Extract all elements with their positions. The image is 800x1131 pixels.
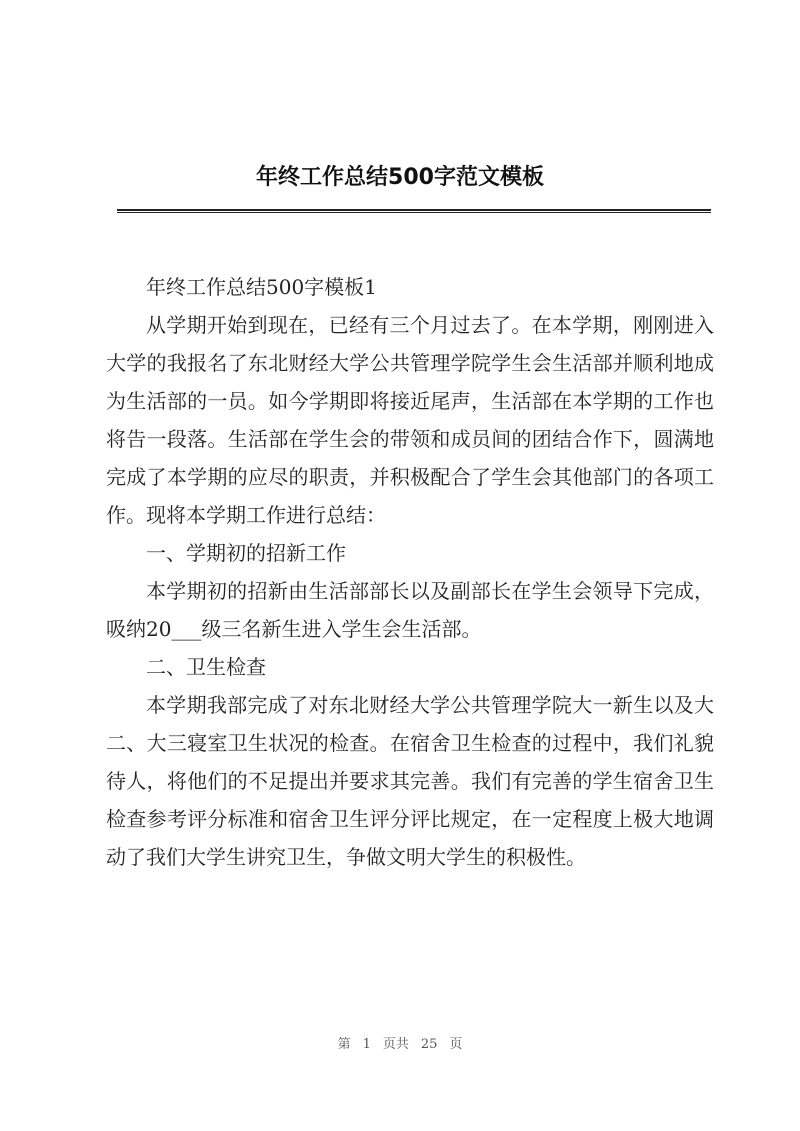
- footer-middle: 页共: [382, 1037, 409, 1052]
- body-paragraph-hygiene: 本学期我部完成了对东北财经大学公共管理学院大一新生以及大二、大三寝室卫生状况的检查。在宿舍卫生检查的过程中，我们礼貌待人，将他们的不足提出并要求其完善。我们有完善的学生宿舍卫生检查参考评分标准和宿舍卫生评分评比规定，在一定程度上极大地调动了我们大学生讲究卫生，争做文明大学生的积极性。: [106, 693, 714, 869]
- body-paragraph-recruitment: 本学期初的招新由生活部部长以及副部长在学生会领导下完成，吸纳20___级三名新生进入学生会生活部。: [106, 579, 714, 641]
- section-heading-template-1: 年终工作总结500字模板1: [146, 275, 377, 299]
- document-title: 年终工作总结500字范文模板: [256, 165, 544, 190]
- body-paragraph-intro: 从学期开始到现在，已经有三个月过去了。在本学期，刚刚进入大学的我报名了东北财经大学公共管理学院学生会生活部并顺利地成为生活部的一员。如今学期即将接近尾声，生活部在本学期的工作也将告一段落。生活部在学生会的带领和成员间的团结合作下，圆满地完成了本学期的应尽的职责，并积极配合了学生会其他部门的各项工作。现将本学期工作进行总结：: [106, 313, 714, 527]
- page-footer: [0, 1033, 800, 1052]
- section-heading-recruitment: 一、学期初的招新工作: [146, 541, 346, 565]
- document-body: [106, 268, 714, 876]
- footer-suffix: 页: [449, 1037, 463, 1052]
- footer-prefix: 第: [337, 1037, 351, 1052]
- title-divider: [117, 209, 711, 213]
- footer-total-pages: 25: [420, 1037, 438, 1052]
- section-heading-hygiene: 二、卫生检查: [146, 655, 266, 679]
- footer-page-number: 1: [362, 1037, 371, 1052]
